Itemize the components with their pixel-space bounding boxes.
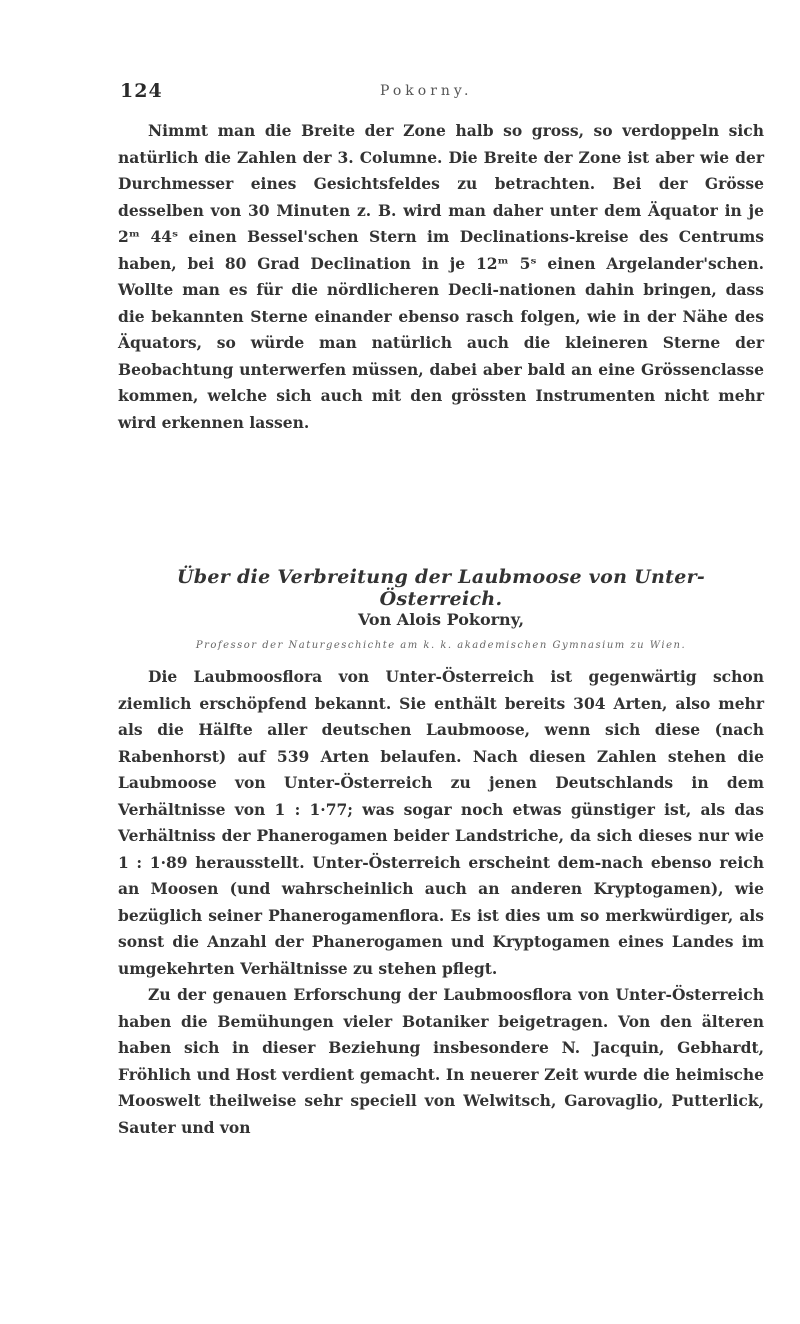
running-head: Pokorny. — [380, 83, 473, 99]
article-title: Über die Verbreitung der Laubmoose von Unter-Österreich. — [176, 566, 706, 610]
intro-paragraph: Nimmt man die Breite der Zone halb so gross, so verdoppeln sich natürlich die Zahlen der 3. Columne. Die Breite der Zone ist aber wie der Durchmesser eines Gesichtsfeldes zu betrachten. Bei der Grösse desselben von 30 Minuten z. B. wird man daher unter dem Äquator in je 2ᵐ 44ˢ einen Bessel'schen Stern im Declinations-kreise des Centrums haben, bei 80 Grad Declination in je 12ᵐ 5ˢ einen Argelander'schen. Wollte man es für die nördlicheren Decli-nationen dahin bringen, dass die bekannten Sterne einander ebenso rasch folgen, wie in der Nähe des Äquators, so würde man natürlich auch die kleineren Sterne der Beobachtung unterwerfen müssen, dabei aber bald an eine Grössenclasse kommen, welche sich auch mit den grössten Instrumenten nicht mehr wird erkennen lassen. — [118, 121, 764, 432]
article-author: Von Alois Pokorny, — [357, 610, 525, 629]
intro-text-block — [118, 118, 764, 436]
author-affiliation: Professor der Naturgeschichte am k. k. akademischen Gymnasium zu Wien. — [195, 640, 687, 651]
article-body — [118, 664, 764, 1141]
page-number: 124 — [120, 80, 163, 102]
body-paragraph-1: Die Laubmoosflora von Unter-Österreich ist gegenwärtig schon ziemlich erschöpfend bekannt. Sie enthält bereits 304 Arten, also mehr als die Hälfte aller deutschen Laubmoose, wenn sich diese (nach Rabenhorst) auf 539 Arten belaufen. Nach diesen Zahlen stehen die Laubmoose von Unter-Österreich zu jenen Deutschlands in dem Verhältnisse von 1 : 1·77; was sogar noch etwas günstiger ist, als das Verhältniss der Phanerogamen beider Landstriche, da sich dieses nur wie 1 : 1·89 herausstellt. Unter-Österreich erscheint dem-nach ebenso reich an Moosen (und wahrscheinlich auch an anderen Kryptogamen), wie bezüglich seiner Phanerogamenflora. Es ist dies um so merkwürdiger, als sonst die Anzahl der Phanerogamen und Kryptogamen eines Landes im umgekehrten Verhältnisse zu stehen pflegt. — [118, 667, 764, 978]
body-paragraph-2: Zu der genauen Erforschung der Laubmoosflora von Unter-Österreich haben die Bemühungen vieler Botaniker beigetragen. Von den älteren haben sich in dieser Beziehung insbesondere N. Jacquin, Gebhardt, Fröhlich und Host verdient gemacht. In neuerer Zeit wurde die heimische Mooswelt theilweise sehr speciell von Welwitsch, Garovaglio, Putterlick, Sauter und von — [118, 985, 764, 1137]
page-header — [120, 80, 760, 110]
